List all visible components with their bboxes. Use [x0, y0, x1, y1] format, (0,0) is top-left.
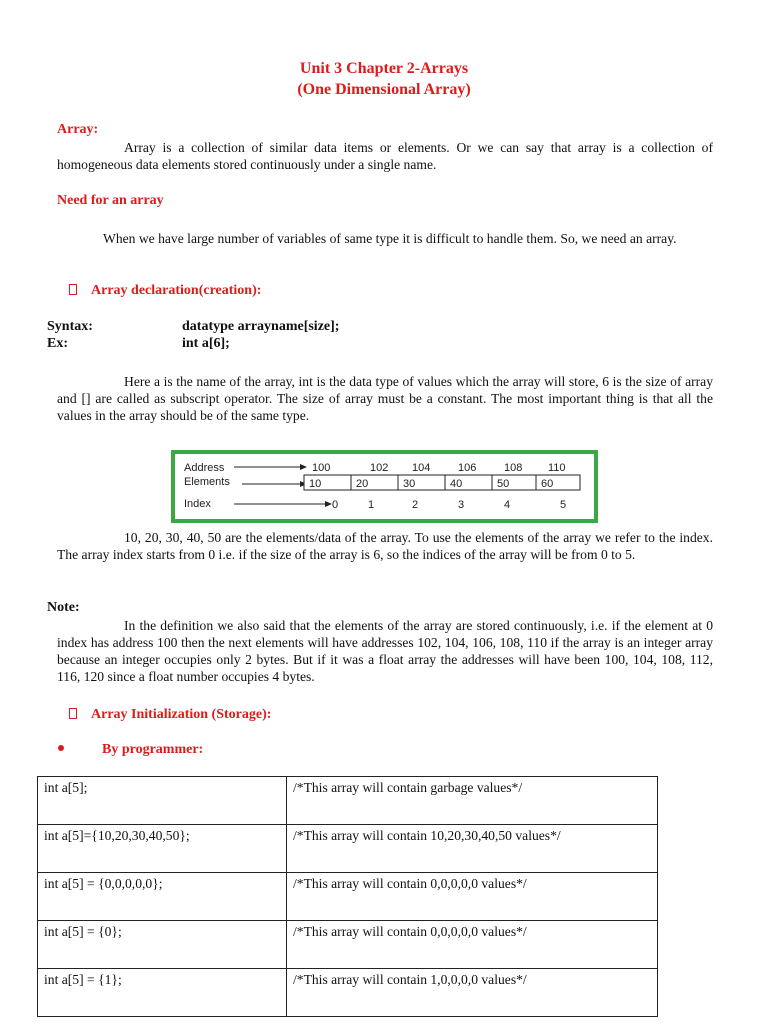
array-memory-diagram — [170, 449, 600, 525]
syntax-label: Syntax: — [47, 319, 93, 334]
declaration-heading-text: Array declaration(creation): — [91, 283, 262, 298]
comment-cell: /*This array will contain 1,0,0,0,0 values*/ — [287, 969, 658, 1017]
code-cell: int a[5]={10,20,30,40,50}; — [38, 825, 287, 873]
array-heading: Array: — [57, 122, 99, 137]
programmer-heading-text: By programmer: — [102, 742, 204, 757]
table-row — [38, 825, 658, 873]
index-value: 2 — [412, 499, 419, 511]
comment-cell: /*This array will contain garbage values*/ — [287, 777, 658, 825]
title-line-2: (One Dimensional Array) — [297, 81, 471, 98]
code-cell: int a[5]; — [38, 777, 287, 825]
table-row — [38, 777, 658, 825]
element-value: 40 — [450, 478, 463, 490]
index-value: 5 — [560, 499, 567, 511]
element-value: 60 — [541, 478, 554, 490]
comment-cell: /*This array will contain 0,0,0,0,0 values*/ — [287, 873, 658, 921]
index-label: Index — [184, 498, 211, 510]
address-value: 102 — [370, 462, 389, 474]
index-value: 1 — [368, 499, 375, 511]
address-value: 106 — [458, 462, 477, 474]
table-row — [38, 873, 658, 921]
bullet-icon — [69, 708, 77, 719]
elements-label: Elements — [184, 476, 230, 488]
programmer-heading — [58, 742, 203, 758]
need-paragraph: When we have large number of variables of same type it is difficult to handle them. So, we need an array. — [103, 231, 677, 246]
comment-cell: /*This array will contain 10,20,30,40,50 values*/ — [287, 825, 658, 873]
initialization-heading — [69, 707, 271, 723]
table-row — [38, 969, 658, 1017]
bullet-dot-icon — [58, 745, 64, 751]
declaration-paragraph: Here a is the name of the array, int is the data type of values which the array will store, 6 is the size of array and [] are called as subscript operator. The size of array must be a constant. The most important thing is that all the values in the array should be of the same type. — [57, 374, 713, 423]
table-row — [38, 921, 658, 969]
element-value: 10 — [309, 478, 322, 490]
code-cell: int a[5] = {0}; — [38, 921, 287, 969]
element-value: 20 — [356, 478, 369, 490]
initialization-table — [37, 776, 658, 1017]
declaration-heading — [69, 283, 261, 299]
array-definition: Array is a collection of similar data items or elements. Or we can say that array is a collection of homogeneous data elements stored continuously under a single name. — [57, 140, 713, 172]
need-heading: Need for an array — [57, 193, 164, 208]
initialization-heading-text: Array Initialization (Storage): — [91, 707, 272, 722]
address-value: 110 — [548, 462, 566, 474]
code-cell: int a[5] = {1}; — [38, 969, 287, 1017]
note-label: Note: — [47, 600, 80, 615]
title-line-1: Unit 3 Chapter 2-Arrays — [299, 60, 469, 77]
comment-cell: /*This array will contain 0,0,0,0,0 values*/ — [287, 921, 658, 969]
address-label: Address — [184, 462, 225, 474]
code-cell: int a[5] = {0,0,0,0,0}; — [38, 873, 287, 921]
example-value: int a[6]; — [182, 336, 230, 351]
address-value: 100 — [312, 462, 331, 474]
index-value: 3 — [458, 499, 465, 511]
elements-paragraph: 10, 20, 30, 40, 50 are the elements/data of the array. To use the elements of the array we refer to the index. The array index starts from 0 i.e. if the size of the array is 6, so the indices of the array will be from 0 to 5. — [57, 530, 713, 562]
example-label: Ex: — [47, 336, 68, 351]
element-value: 50 — [497, 478, 510, 490]
index-value: 4 — [504, 499, 511, 511]
note-paragraph: In the definition we also said that the elements of the array are stored continuously, i.e. if the element at 0 index has address 100 then the next elements will have addresses 102, 104, 106, 108, 110 if the array is an integer array because an integer occupies only 2 bytes. But if it was a float array the addresses will have been 100, 104, 108, 112, 116, 120 since a float number occupies 4 bytes. — [57, 618, 713, 684]
syntax-value: datatype arrayname[size]; — [182, 319, 340, 334]
address-value: 108 — [504, 462, 523, 474]
element-value: 30 — [403, 478, 416, 490]
index-value: 0 — [332, 499, 339, 511]
bullet-icon — [69, 284, 77, 295]
address-value: 104 — [412, 462, 431, 474]
